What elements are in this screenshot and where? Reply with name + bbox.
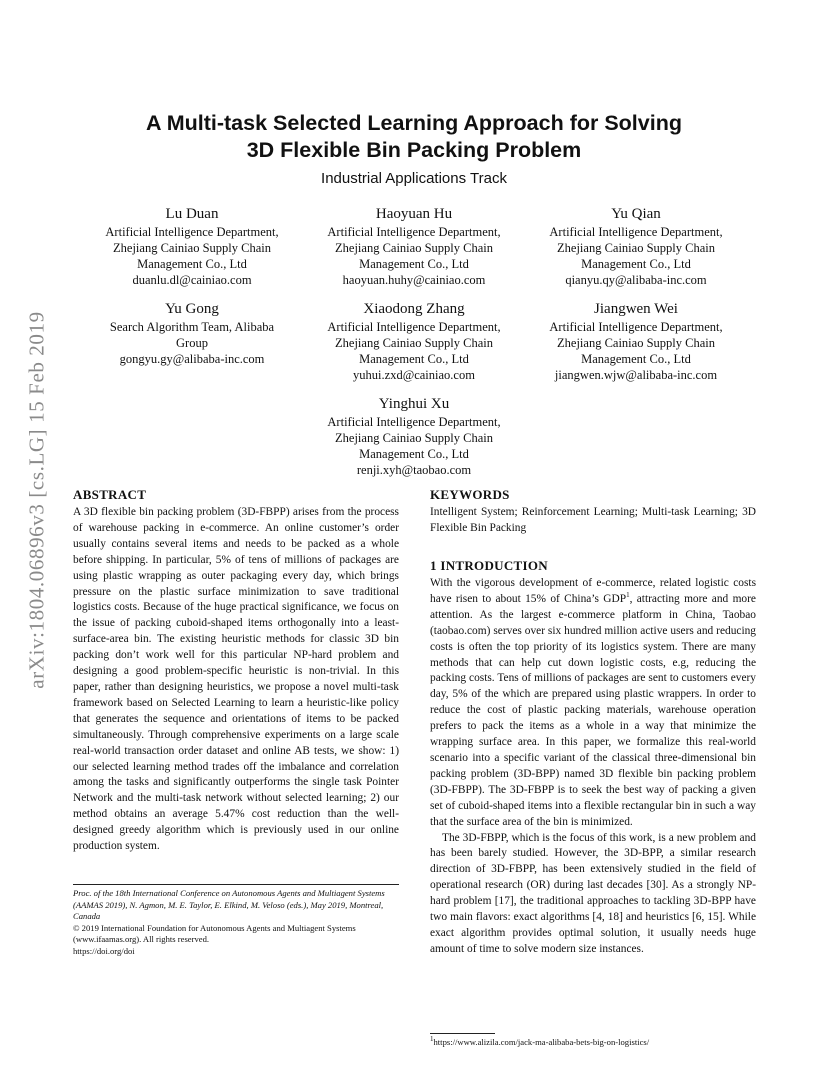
keywords-text: Intelligent System; Reinforcement Learning; Multi-task Learning; 3D Flexible Bin Packing <box>430 506 756 534</box>
doi-link[interactable]: https://doi.org/doi <box>73 945 135 956</box>
keywords-heading: KEYWORDS <box>430 487 510 502</box>
author-affiliation: Management Co., Ltd <box>581 257 691 271</box>
author-affiliation: Zhejiang Cainiao Supply Chain <box>335 336 493 350</box>
footnote-marker: 1 <box>626 591 630 600</box>
author-affiliation: Management Co., Ltd <box>581 352 691 366</box>
footnote-url[interactable]: https://www.alizila.com/jack-ma-alibaba-bets-big-on-logistics/ <box>433 1037 650 1047</box>
author-affiliation: Artificial Intelligence Department, <box>105 225 279 239</box>
keywords-body <box>430 505 756 537</box>
track-label: Industrial Applications Track <box>321 170 507 187</box>
footnote-rule <box>73 884 399 885</box>
arxiv-stamp-text: arXiv:1804.06896v3 [cs.LG] 15 Feb 2019 <box>24 311 49 689</box>
author-affiliation: Management Co., Ltd <box>359 447 469 461</box>
intro-paragraph-2: The 3D-FBPP, which is the focus of this work, is a new problem and has been barely studied. However, the 3D-BPP, a similar research direction of 3D-FBPP, has been extensively studied in the field of operational research (OR) during last decades [30]. As a strongly NP-hard problem [17], the traditional approaches to tackling 3D-BPP have two main flavors: exact algorithms [4, 18] and heuristics [6, 15]. While exact algorithm provides optimal solution, it usually needs huge amount of time to solve modern size instances. <box>430 831 756 955</box>
author-block <box>304 300 524 383</box>
author-affiliation: Management Co., Ltd <box>359 352 469 366</box>
author-affiliation: Group <box>176 336 208 350</box>
author-email: yuhui.zxd@cainiao.com <box>353 368 475 382</box>
intro-p1-part-a: With the vigorous development of e-commerce, related logistic costs have risen to about 15% of China’s GDP <box>430 577 756 605</box>
proceedings-text: Proc. of the 18th International Conference on Autonomous Agents and Multiagent Systems (AAMAS 2019), N. Agmon, M. E. Taylor, E. Elkind, M. Veloso (eds.), May 2019, Montreal, Canada <box>73 888 385 921</box>
author-block <box>82 300 302 367</box>
intro-paragraph-1 <box>430 576 756 831</box>
author-email: renji.xyh@taobao.com <box>356 463 472 477</box>
abstract-heading: ABSTRACT <box>73 487 147 502</box>
conference-footnote <box>73 888 399 957</box>
author-affiliation: Management Co., Ltd <box>359 257 469 271</box>
author-block <box>304 205 524 288</box>
author-affiliation: Artificial Intelligence Department, <box>327 320 501 334</box>
author-block <box>304 395 524 478</box>
title-line-2: 3D Flexible Bin Packing Problem <box>246 138 582 162</box>
author-affiliation: Search Algorithm Team, Alibaba <box>109 320 275 334</box>
intro-p1-part-b: , attracting more and more attention. As the largest e-commerce platform in China, Taobao (taobao.com) serves over six hundred million active users and reducing costs is often the top priority of its logistics system. There are many methods that can help cut down logistic costs, e.g, reducing the packing costs. Tens of millions of packages are sent to customers every day, 5% of the which are prepared using plastic wrappers. In order to reduce the cost of plastic packing materials, warehouse operation prefers to pack the items as a whole in a way that minimize the wrapping surface area. In this paper, we formalize this real-world scenario into a specific variant of the classical three-dimensional bin packing problem (3D-BPP) named 3D flexible bin packing problem (3D-FBPP). The 3D-FBPP is to seek the best way of packing a given set of cuboid-shaped items into a flexible rectangular bin in such a way that the surface area of the bin is minimized. <box>430 592 756 828</box>
author-email: qianyu.qy@alibaba-inc.com <box>565 273 707 287</box>
author-name: Yu Gong <box>165 301 219 317</box>
author-affiliation: Zhejiang Cainiao Supply Chain <box>335 431 493 445</box>
abstract-text: A 3D flexible bin packing problem (3D-FBPP) arises from the process of warehouse packing in e-commerce. An online customer’s order usually contains several items and needs to be packed as a whole before shipping. In particular, 5% of tens of millions of packages are using plastic wrapping as outer packaging every day, which brings pressure on the plastic surface minimization to save traditional logistics costs. Because of the huge practical significance, we focus on the issue of packing cuboid-shaped items orthogonally into a least-surface-area bin. The existing heuristic methods for classic 3D bin packing don’t work well for this particular NP-hard problem and designing a good problem-specific heuristic is non-trivial. In this paper, rather than designing heuristics, we propose a novel multi-task framework based on Selected Learning to learn a heuristic-like policy that generates the sequence and orientations of items to be packed simultaneously. Through comprehensive experiments on a large scale real-world transaction order dataset and online AB tests, we show: 1) our selected learning method trades off the imbalance and correlation among the tasks and significantly outperforms the single task Pointer Network and the multi-task network without selected learning; 2) our method obtains an average 5.47% cost reduction than the well-designed greedy algorithm which is previously used in our online production system. <box>73 506 399 853</box>
introduction-heading: 1 INTRODUCTION <box>430 558 548 573</box>
author-affiliation: Artificial Intelligence Department, <box>327 415 501 429</box>
copyright-note: © 2019 International Foundation for Autonomous Agents and Multiagent Systems (www.ifaamas.org). All rights reserved. <box>73 922 356 944</box>
author-affiliation: Zhejiang Cainiao Supply Chain <box>113 241 271 255</box>
author-block <box>82 205 302 288</box>
url-footnote <box>430 1037 756 1049</box>
author-block <box>526 300 746 383</box>
author-affiliation: Zhejiang Cainiao Supply Chain <box>557 336 715 350</box>
abstract-body <box>73 505 399 855</box>
author-affiliation: Zhejiang Cainiao Supply Chain <box>335 241 493 255</box>
author-name: Xiaodong Zhang <box>363 301 465 317</box>
introduction-body <box>430 576 756 958</box>
arxiv-stamp <box>12 290 62 710</box>
author-email: jiangwen.wjw@alibaba-inc.com <box>554 368 718 382</box>
author-email: gongyu.gy@alibaba-inc.com <box>119 352 265 366</box>
author-email: duanlu.dl@cainiao.com <box>132 273 252 287</box>
author-affiliation: Artificial Intelligence Department, <box>549 225 723 239</box>
author-affiliation: Management Co., Ltd <box>137 257 247 271</box>
footnote-rule <box>430 1033 495 1034</box>
footnote-number: 1 <box>430 1035 434 1044</box>
author-email: haoyuan.huhy@cainiao.com <box>342 273 486 287</box>
title-line-1: A Multi-task Selected Learning Approach for Solving <box>146 111 682 135</box>
author-name: Lu Duan <box>165 206 219 222</box>
author-block <box>526 205 746 288</box>
author-affiliation: Artificial Intelligence Department, <box>327 225 501 239</box>
author-name: Yinghui Xu <box>378 396 450 412</box>
proceedings-note <box>73 888 399 923</box>
author-name: Yu Qian <box>611 206 661 222</box>
author-name: Jiangwen Wei <box>594 301 678 317</box>
paper-title <box>75 110 753 164</box>
author-name: Haoyuan Hu <box>375 206 453 222</box>
author-affiliation: Artificial Intelligence Department, <box>549 320 723 334</box>
author-affiliation: Zhejiang Cainiao Supply Chain <box>557 241 715 255</box>
